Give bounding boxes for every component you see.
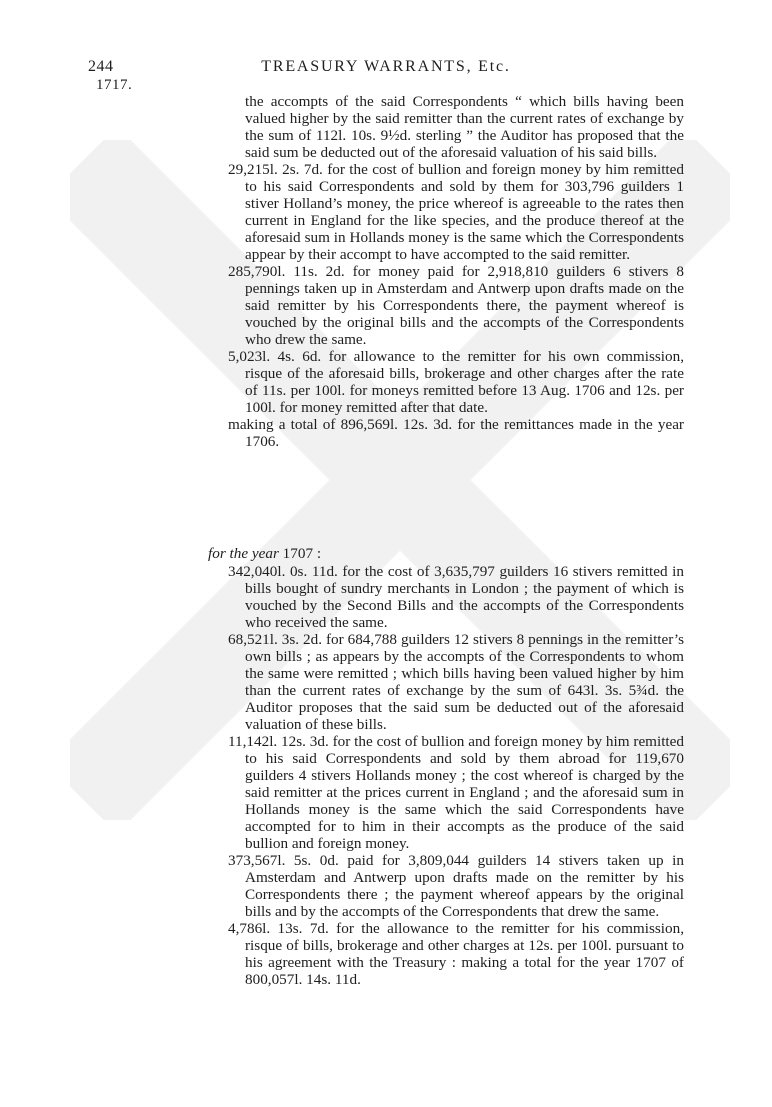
heading-year: 1707 : — [282, 545, 322, 562]
section-1706 — [228, 93, 684, 450]
running-title: TREASURY WARRANTS, Etc. — [261, 58, 511, 75]
entry-bullion-1707: 11,142l. 12s. 3d. for the cost of bullion and foreign money by him remitted to his said Correspondents and sold by them abroad for 119,670 guilders 4 stivers Hollands money ; the cost whereof is charged by the said remitter at the prices current in England ; and the aforesaid sum in Hollands money is the same which the said Correspondents have accompted for to him in their accompts as the produce of the said bullion and foreign money. — [228, 733, 684, 852]
entry-drafts-1707: 373,567l. 5s. 0d. paid for 3,809,044 guilders 14 stivers taken up in Amsterdam and Antwerp upon drafts made on the remitter by his Correspondents there ; the payment whereof appears by the original bills and by the accompts of the Correspondents that drew the same. — [228, 852, 684, 920]
entry-own-bills-1707: 68,521l. 3s. 2d. for 684,788 guilders 12 stivers 8 pennings in the remitter’s own bills ; as appears by the accompts of the Correspondents to whom the same were remitted ; which bills having been valued higher by him than the current rates of exchange by the sum of 643l. 3s. 5¾d. the Auditor proposes that the said sum be deducted out of the aforesaid valuation of these bills. — [228, 631, 684, 733]
section-1707 — [228, 563, 684, 988]
entry-allowance-1707: 4,786l. 13s. 7d. for the allowance to the remitter for his commission, risque of bills, brokerage and other charges at 12s. per 100l. pursuant to his agreement with the Treasury : making a total for the year 1707 of 800,057l. 14s. 11d. — [228, 920, 684, 988]
entry-drafts-1706: 285,790l. 11s. 2d. for money paid for 2,918,810 guilders 6 stivers 8 pennings taken up in Amsterdam and Antwerp upon drafts made on the said remitter by his Correspondents there, the payment whereof is vouched by the original bills and the accompts of the Correspondents who drew the same. — [228, 263, 684, 348]
page-number: 244 — [88, 58, 114, 75]
entry-total-1706: making a total of 896,569l. 12s. 3d. for the remittances made in the year 1706. — [228, 416, 684, 450]
entry-bullion-1706: 29,215l. 2s. 7d. for the cost of bullion and foreign money by him remitted to his said Correspondents and sold by them for 303,796 guilders 1 stiver Holland’s money, the price whereof is agreeable to the rates then current in England for the like species, and the produce thereof at the aforesaid sum in Hollands money is the same which the Correspondents appear by their accompt to have accompted to the said remitter. — [228, 161, 684, 263]
entry-bills-1707: 342,040l. 0s. 11d. for the cost of 3,635,797 guilders 16 stivers remitted in bills bought of sundry merchants in London ; the payment of which is vouched by the Second Bills and the accompts of the Correspondents who received the same. — [228, 563, 684, 631]
section-heading-1707 — [208, 545, 321, 562]
paragraph-continuation: the accompts of the said Correspondents “ which bills having been valued higher by the said remitter than the current rates of exchange by the sum of 112l. 10s. 9½d. sterling ” the Auditor has proposed that the said sum be deducted out of the aforesaid valuation of his said bills. — [245, 93, 684, 161]
heading-label: for the year — [208, 545, 279, 562]
page-header — [0, 0, 772, 95]
entry-allowance-1706: 5,023l. 4s. 6d. for allowance to the remitter for his own commission, risque of the aforesaid bills, brokerage and other charges after the rate of 11s. per 100l. for moneys remitted before 13 Aug. 1706 and 12s. per 100l. for money remitted after that date. — [228, 348, 684, 416]
margin-year: 1717. — [96, 77, 133, 93]
